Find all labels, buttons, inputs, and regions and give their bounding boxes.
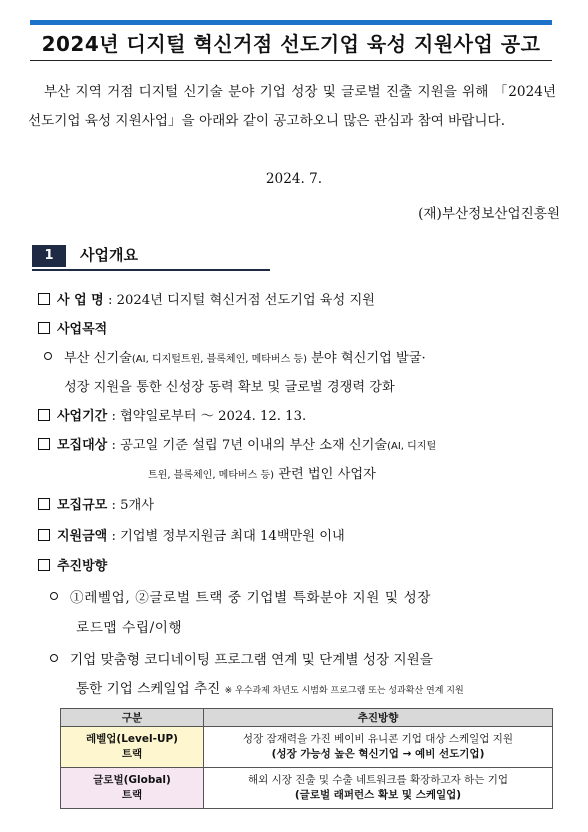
item-direction [38, 555, 107, 574]
item-purpose [38, 318, 107, 337]
target-line2-rest: 관련 법인 사업자 [274, 467, 376, 482]
table-row [61, 727, 553, 768]
intro-paragraph-block [28, 78, 556, 136]
direction-item1-line2: 로드맵 수립/이행 [76, 620, 183, 636]
item-amount [38, 525, 345, 544]
title-underline [30, 60, 552, 61]
section-underline [32, 269, 270, 271]
track-sub: 트랙 [121, 789, 143, 801]
notice-date: 2024. 7. [265, 171, 323, 187]
organization-name: (재)부산정보산업진흥원 [418, 206, 560, 222]
direction-item2-line2-text: 통한 기업 스케일업 추진 [76, 681, 221, 697]
track-name: 글로벌(Global) [93, 774, 171, 786]
item-period [38, 405, 306, 424]
purpose-line2: 성장 지원을 통한 신성장 동력 확보 및 글로벌 경쟁력 강화 [64, 380, 395, 395]
track-name: 레벨업(Level-UP) [86, 733, 178, 745]
value-period: : 협약일로부터 ～ 2024. 12. 13. [111, 409, 307, 424]
circle-bullet-icon [50, 592, 58, 600]
direction-note: ※ 우수과제 차년도 시범화 프로그램 또는 성과확산 연계 지원 [224, 686, 464, 696]
circle-bullet-icon [50, 654, 58, 662]
purpose-paren: (AI, 디지털트윈, 블록체인, 메타버스 등) [131, 354, 307, 365]
purpose-prefix: 부산 신기술 [64, 351, 132, 366]
square-bullet-icon [38, 409, 50, 421]
label-scale: 모집규모 [57, 498, 108, 513]
table-row [61, 768, 553, 809]
square-bullet-icon [38, 498, 50, 510]
direction-item2-text: 기업 맞춤형 코디네이팅 프로그램 연계 및 단계별 성장 지원을 [70, 652, 433, 668]
direction-desc-sub: (성장 가능성 높은 혁신기업 → 예비 선도기업) [271, 748, 485, 760]
label-project-name: 사 업 명 [57, 293, 104, 308]
direction-item1-text: ①레벨업, ②글로벌 트랙 중 기업별 특화분야 지원 및 성장 [70, 590, 432, 606]
table-header-category: 구분 [61, 709, 204, 727]
label-purpose: 사업목적 [57, 322, 108, 337]
purpose-line1 [44, 347, 426, 366]
item-project-name [38, 289, 375, 308]
value-amount: : 기업별 정부지원금 최대 14백만원 이내 [111, 529, 345, 544]
label-amount: 지원금액 [57, 529, 108, 544]
square-bullet-icon [38, 529, 50, 541]
target-line2 [148, 463, 376, 482]
table-header-row [61, 709, 553, 727]
square-bullet-icon [38, 293, 50, 305]
track-cell-global [61, 768, 204, 809]
square-bullet-icon [38, 559, 50, 571]
track-table [60, 708, 553, 809]
direction-item2-line2 [76, 677, 464, 697]
square-bullet-icon [38, 438, 50, 450]
intro-paragraph: 부산 지역 거점 디지털 신기술 분야 기업 성장 및 글로벌 진출 지원을 위해 「2024년 선도기업 육성 지원사업」을 아래와 같이 공고하오니 많은 관심과 참여 바랍니다. [28, 84, 556, 129]
label-period: 사업기간 [57, 409, 108, 424]
section-number-badge: 1 [32, 245, 66, 267]
direction-cell-global [204, 768, 553, 809]
circle-bullet-icon [44, 352, 52, 360]
square-bullet-icon [38, 322, 50, 334]
track-sub: 트랙 [121, 748, 143, 760]
value-project-name: : 2024년 디지털 혁신거점 선도기업 육성 지원 [107, 293, 375, 308]
direction-item1-line1 [50, 586, 431, 606]
value-target: : 공고일 기준 설립 7년 이내의 부산 소재 신기술 [111, 438, 388, 453]
section-title: 사업개요 [80, 246, 138, 264]
direction-item2-line1 [50, 648, 433, 668]
direction-cell-levelup [204, 727, 553, 768]
target-paren1: (AI, 디지털 [387, 441, 437, 452]
label-target: 모집대상 [57, 438, 108, 453]
item-target [38, 434, 436, 453]
track-cell-levelup [61, 727, 204, 768]
page-title: 2024년 디지털 혁신거점 선도기업 육성 지원사업 공고 [41, 32, 541, 56]
direction-desc-sub: (글로벌 래퍼런스 확보 및 스케일업) [294, 789, 462, 801]
table-header-direction: 추진방향 [204, 709, 553, 727]
item-scale [38, 494, 154, 513]
direction-desc: 성장 잠재력을 가진 베이비 유니콘 기업 대상 스케일업 지원 [242, 733, 514, 745]
direction-desc: 해외 시장 진출 및 수출 네트워크를 확장하고자 하는 기업 [248, 774, 508, 786]
target-paren2: 트윈, 블록체인, 메타버스 등) [148, 470, 275, 481]
title-top-bar [30, 20, 552, 25]
purpose-rest: 분야 혁신기업 발굴· [306, 351, 426, 366]
value-scale: : 5개사 [111, 498, 154, 513]
label-direction: 추진방향 [57, 559, 108, 574]
